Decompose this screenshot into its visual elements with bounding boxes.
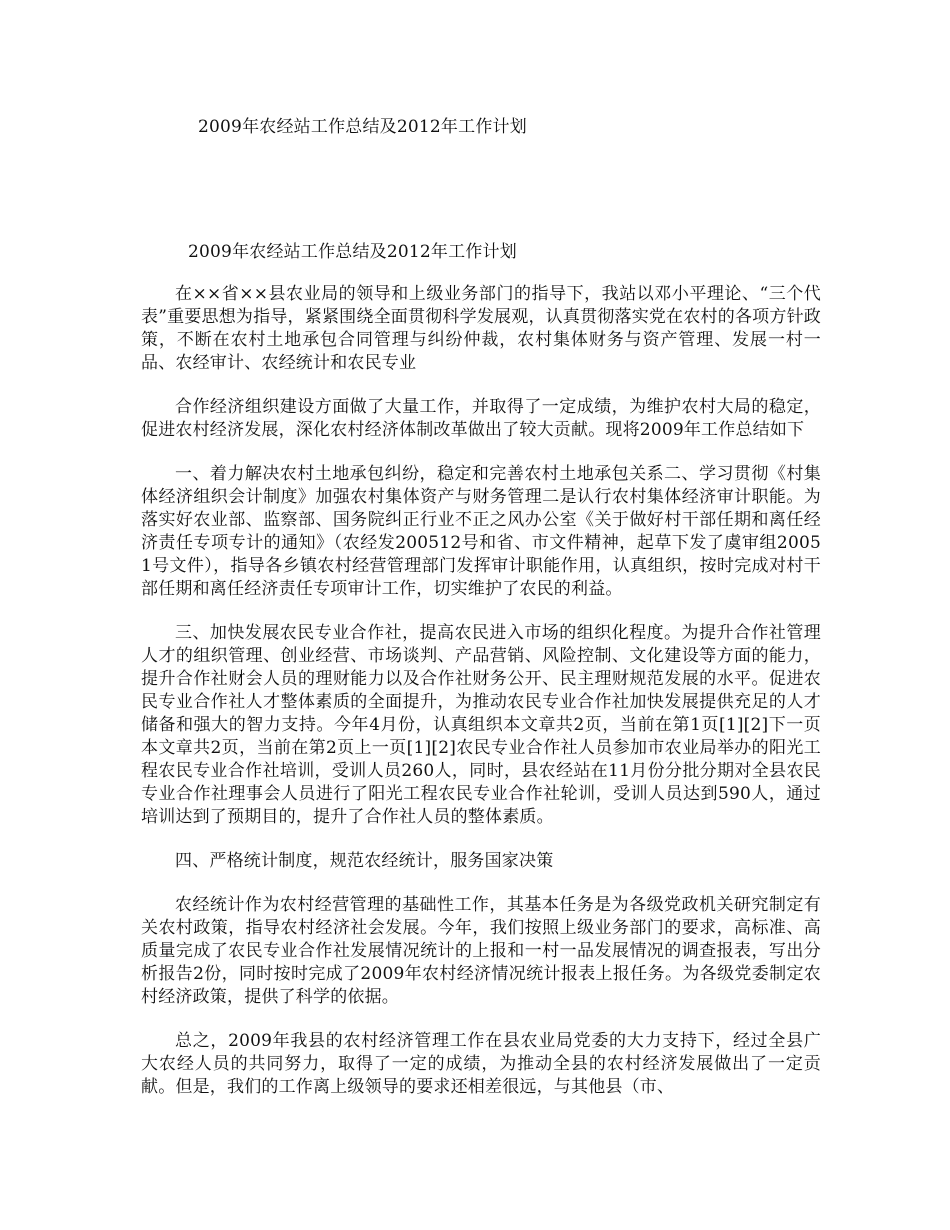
paragraph-summary: 总之，2009年我县的农村经济管理工作在县农业局党委的大力支持下，经过全县广大农经人员的共同努力，取得了一定的成绩，为推动全县的农村经济发展做出了一定贡献。但是，我们的工作离上级领导的要求还相差很远，与其他县（市、 bbox=[141, 1031, 821, 1097]
paragraph-statistics: 农经统计作为农村经营管理的基础性工作，其基本任务是为各级党政机关研究制定有关农村政策，指导农村经济社会发展。今年，我们按照上级业务部门的要求，高标准、高质量完成了农民专业合作社发展情况统计的上报和一村一品发展情况的调查报表，写出分析报告2份，同时按时完成了2009年农村经济情况统计报表上报任务。为各级党委制定农村经济政策，提供了科学的依据。 bbox=[141, 895, 821, 1007]
paragraph-land-contract: 一、着力解决农村土地承包纠纷，稳定和完善农村土地承包关系二、学习贯彻《村集体经济组织会计制度》加强农村集体资产与财务管理二是认行农村集体经济审计职能。为落实好农业部、监察部、国务院纠正行业不正之风办公室《关于做好村干部任期和离任经济责任专项专计的通知》（农经发200512号和省、市文件精神，起草下发了虞审组20051号文件），指导各乡镇农村经营管理部门发挥审计职能作用，认真组织，按时完成对村干部任期和离任经济责任专项审计工作，切实维护了农民的利益。 bbox=[141, 464, 821, 599]
document-body bbox=[141, 283, 821, 1120]
document-title: 2009年农经站工作总结及2012年工作计划 bbox=[198, 117, 527, 137]
paragraph-cooperative: 合作经济组织建设方面做了大量工作，并取得了一定成绩，为维护农村大局的稳定，促进农村经济发展，深化农村经济体制改革做出了较大贡献。现将2009年工作总结如下 bbox=[141, 397, 821, 440]
paragraph-intro: 在××省××县农业局的领导和上级业务部门的指导下，我站以邓小平理论、“三个代表”重要思想为指导，紧紧围绕全面贯彻科学发展观，认真贯彻落实党在农村的各项方针政策，不断在农村土地承包合同管理与纠纷仲裁，农村集体财务与资产管理、发展一村一品、农经审计、农经统计和农民专业 bbox=[141, 284, 821, 373]
paragraph-cooperatives-training: 三、加快发展农民专业合作社，提高农民进入市场的组织化程度。为提升合作社管理人才的组织管理、创业经营、市场谈判、产品营销、风险控制、文化建设等方面的能力，提升合作社财会人员的理财能力以及合作社财务公开、民主理财规范发展的水平。促进农民专业合作社人才整体素质的全面提升，为推动农民专业合作社加快发展提供充足的人才储备和强大的智力支持。今年4月份，认真组织本文章共2页，当前在第1页[1][2]下一页本文章共2页，当前在第2页上一页[1][2]农民专业合作社人员参加市农业局举办的阳光工程农民专业合作社培训，受训人员260人，同时，县农经站在11月份分批分期对全县农民专业合作社理事会人员进行了阳光工程农民专业合作社轮训，受训人员达到590人，通过培训达到了预期目的，提升了合作社人员的整体素质。 bbox=[141, 623, 821, 827]
document-subtitle: 2009年农经站工作总结及2012年工作计划 bbox=[188, 242, 517, 262]
section-heading-statistics: 四、严格统计制度，规范农经统计，服务国家决策 bbox=[175, 851, 554, 871]
